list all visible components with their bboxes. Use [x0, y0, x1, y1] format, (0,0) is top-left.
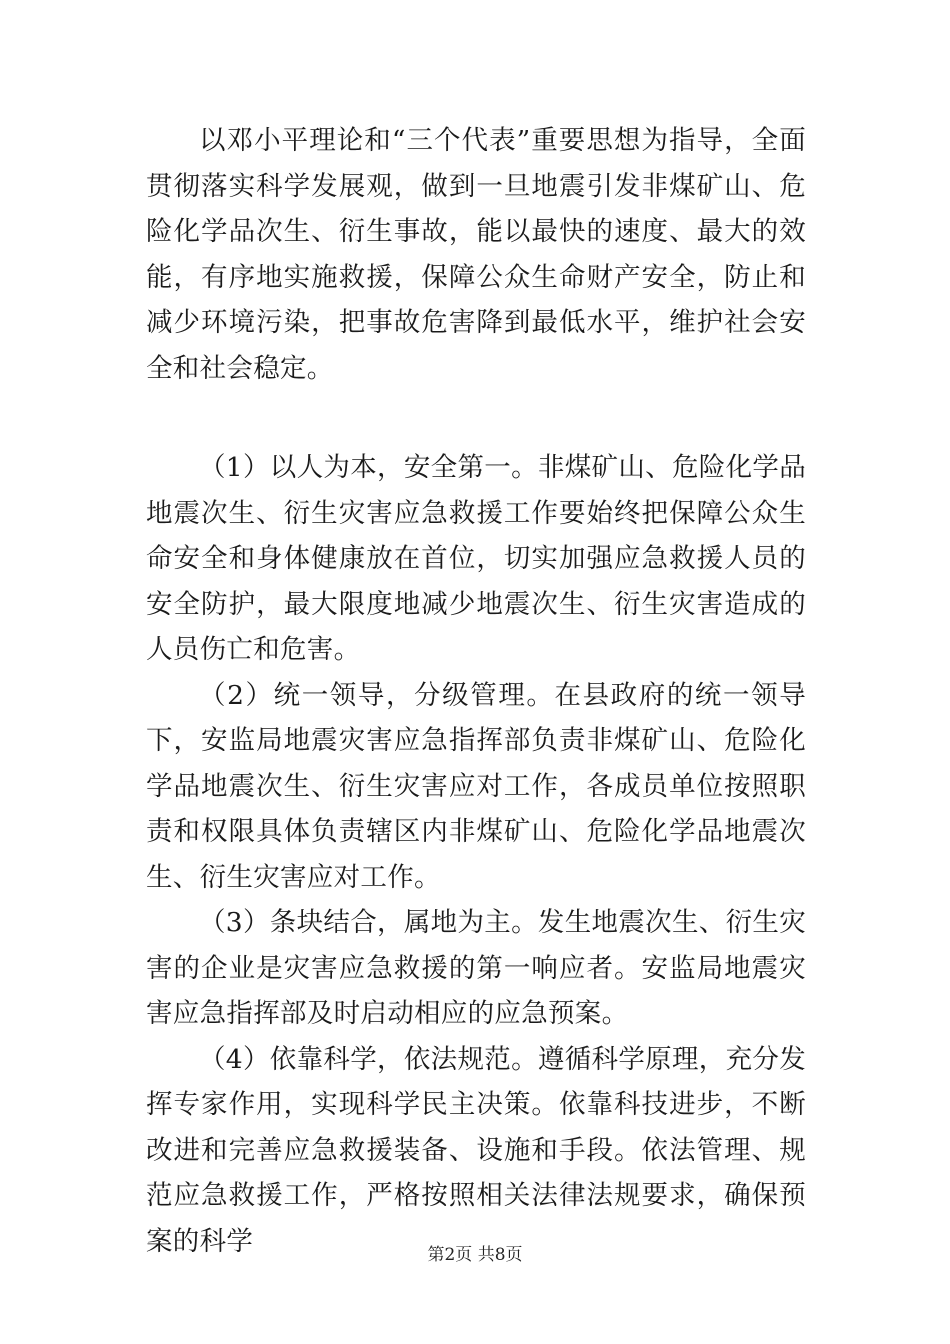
page-number-footer: 第2页 共8页 — [427, 1245, 523, 1265]
principle-paragraph-2: （2）统一领导，分级管理。在县政府的统一领导下，安监局地震灾害应急指挥部负责非煤矿山、危险化学品地震次生、衍生灾害应对工作，各成员单位按照职责和权限具体负责辖区内非煤矿山、危险化学品地震次生、衍生灾害应对工作。 — [146, 679, 806, 893]
intro-paragraph: 以邓小平理论和“三个代表”重要思想为指导，全面贯彻落实科学发展观，做到一旦地震引发非煤矿山、危险化学品次生、衍生事故，能以最快的速度、最大的效能，有序地实施救援，保障公众生命财产安全，防止和减少环境污染，把事故危害降到最低水平，维护社会安全和社会稳定。 — [146, 125, 806, 384]
document-body — [146, 118, 806, 1264]
principle-paragraph-3: （3）条块结合，属地为主。发生地震次生、衍生灾害的企业是灾害应急救援的第一响应者。安监局地震灾害应急指挥部及时启动相应的应急预案。 — [146, 907, 806, 1029]
principle-paragraph-4: （4）依靠科学，依法规范。遵循科学原理，充分发挥专家作用，实现科学民主决策。依靠科技进步，不断改进和完善应急救援装备、设施和手段。依法管理、规范应急救援工作，严格按照相关法律法规要求，确保预案的科学 — [146, 1043, 806, 1257]
section-gap — [146, 391, 806, 445]
principle-paragraph-1: （1）以人为本，安全第一。非煤矿山、危险化学品地震次生、衍生灾害应急救援工作要始终把保障公众生命安全和身体健康放在首位，切实加强应急救援人员的安全防护，最大限度地减少地震次生、衍生灾害造成的人员伤亡和危害。 — [146, 452, 806, 665]
